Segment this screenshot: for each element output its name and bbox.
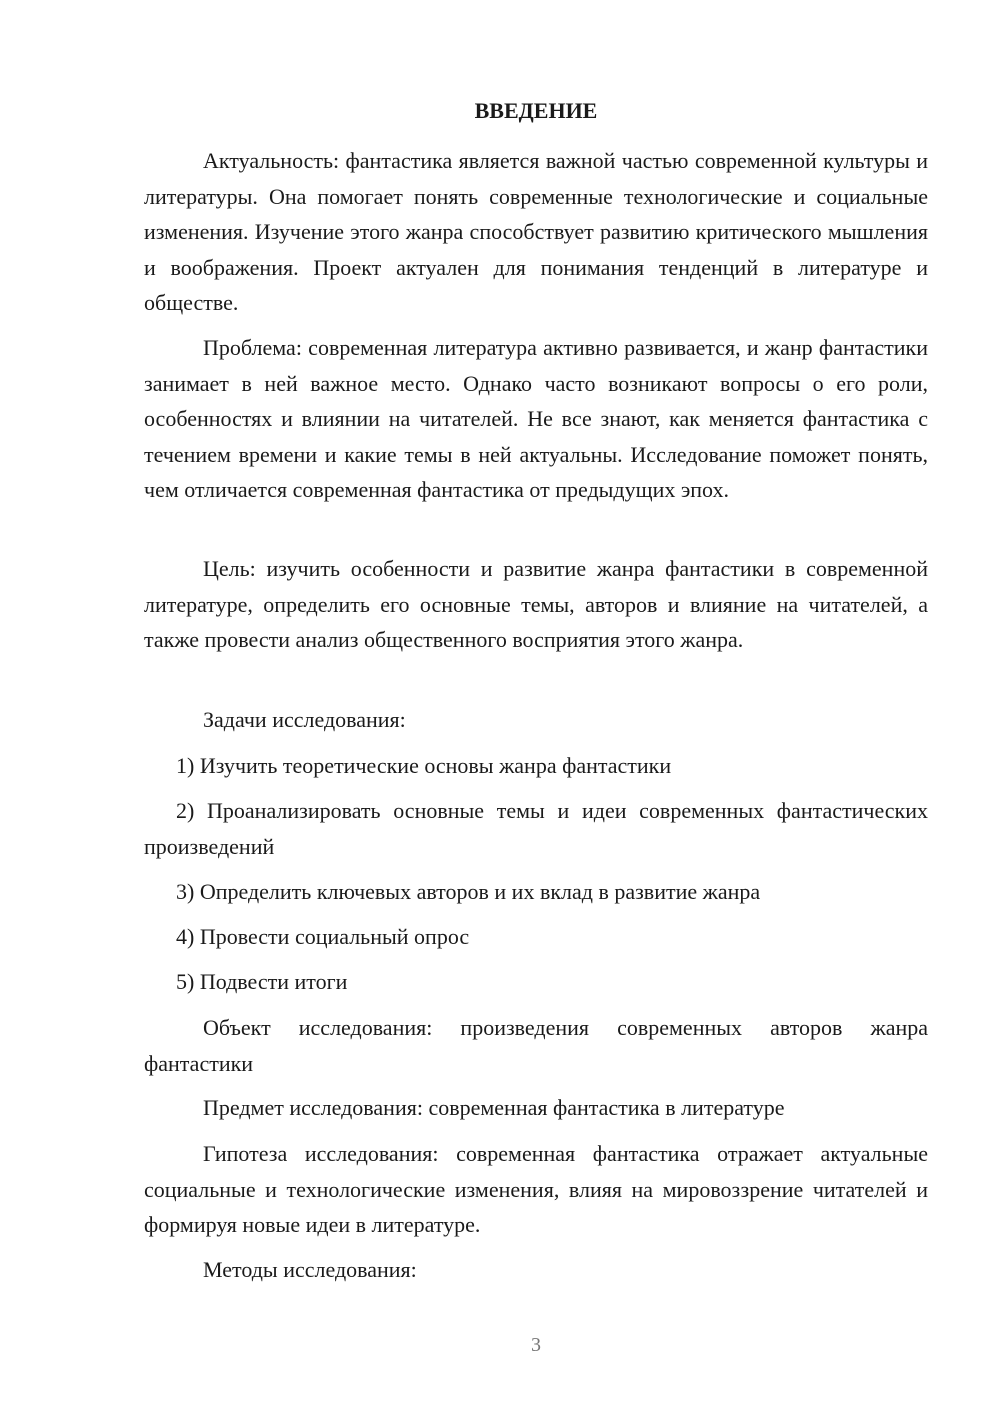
paragraph-relevance: Актуальность: фантастика является важной частью современной культуры и литературы. Она помогает понять современные технологические и социальные изменения. Изучение этого жанра способствует развитию критического мышления и воображения. Проект актуален для понимания тенденций в литературе и обществе. <box>144 148 928 315</box>
task-item-4: 4) Провести социальный опрос <box>176 924 470 949</box>
paragraph-hypothesis: Гипотеза исследования: современная фантастика отражает актуальные социальные и технологические изменения, влияя на мировоззрение читателей и формируя новые идеи в литературе. <box>144 1141 928 1237</box>
paragraph-goal: Цель: изучить особенности и развитие жанра фантастики в современной литературе, определить его основные темы, авторов и влияние на читателей, а также провести анализ общественного восприятия этого жанра. <box>144 556 928 652</box>
paragraph-problem: Проблема: современная литература активно развивается, и жанр фантастики занимает в ней важное место. Однако часто возникают вопросы о его роли, особенностях и влиянии на читателей. Не все знают, как меняется фантастика с течением времени и какие темы в ней актуальны. Исследование поможет понять, чем отличается современная фантастика от предыдущих эпох. <box>144 335 928 502</box>
page-title: ВВЕДЕНИЕ <box>474 98 598 123</box>
paragraph-subject: Предмет исследования: современная фантастика в литературе <box>203 1095 785 1120</box>
task-item-5: 5) Подвести итоги <box>176 969 348 994</box>
paragraph-object: Объект исследования: произведения современных авторов жанра фантастики <box>144 1015 928 1076</box>
page-number: 3 <box>531 1334 541 1356</box>
paragraph-tasks-heading: Задачи исследования: <box>203 707 406 732</box>
paragraph-methods: Методы исследования: <box>203 1257 417 1282</box>
task-item-3: 3) Определить ключевых авторов и их вклад в развитие жанра <box>176 879 761 904</box>
task-item-1: 1) Изучить теоретические основы жанра фантастики <box>176 753 672 778</box>
task-item-2: 2) Проанализировать основные темы и идеи современных фантастических произведений <box>144 798 928 859</box>
